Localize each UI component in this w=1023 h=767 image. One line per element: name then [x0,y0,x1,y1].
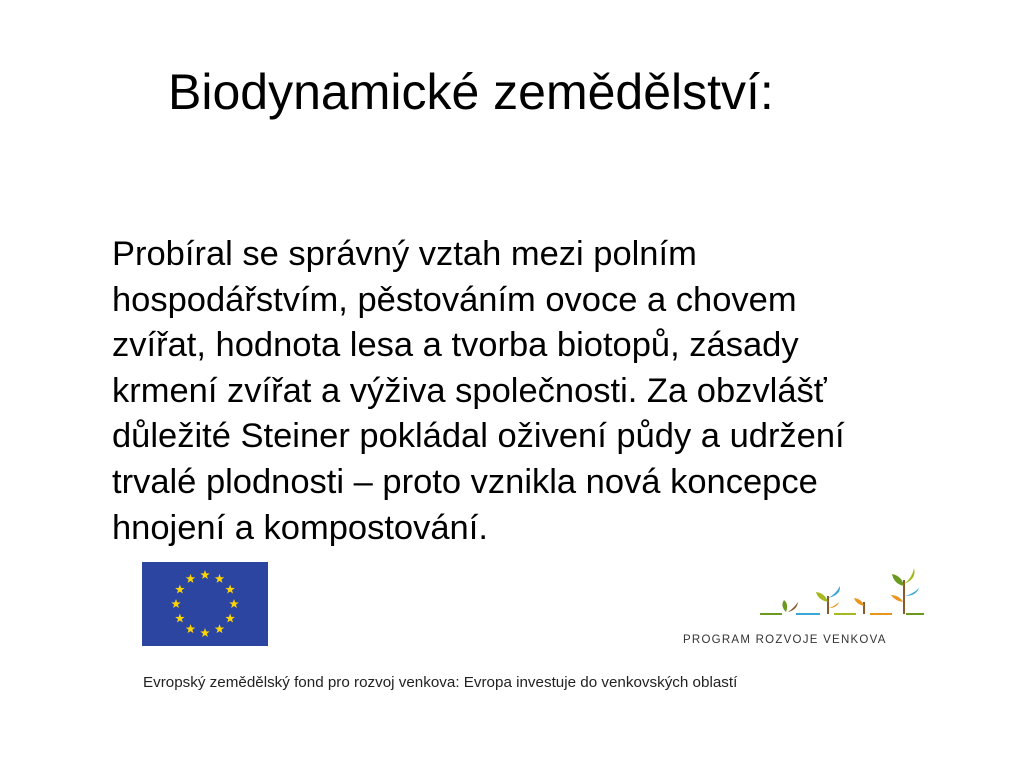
slide-body-paragraph [112,232,1017,551]
logo-leaf [829,602,839,608]
body-line: důležité Steiner pokládal oživení půdy a udržení [112,417,845,456]
logo-leaf [816,592,828,602]
program-rozvoje-venkova-logo-icon [758,562,926,620]
logo-leaf [891,595,903,602]
footer-note: Evropský zemědělský fond pro rozvoj venkova: Evropa investuje do venkovských oblastí [143,674,738,691]
body-line: zvířat, hodnota lesa a tvorba biotopů, zásady [112,326,799,365]
eu-flag-icon [142,562,268,646]
body-line: hospodářstvím, pěstováním ovoce a chovem [112,280,797,319]
logo-leaf [782,600,787,612]
logo-leaf [854,598,864,606]
logo-leaf [904,568,915,584]
logo-leaf [788,602,798,612]
body-line: trvalé plodnosti – proto vznikla nová koncepce [112,462,818,501]
logo-leaf [892,574,904,586]
logo-leaf [905,588,919,596]
program-caption: PROGRAM ROZVOJE VENKOVA [683,634,887,646]
body-line: krmení zvířat a výživa společnosti. Za obzvlášť [112,371,827,410]
logo-leaf [828,586,840,598]
slide-title: Biodynamické zemědělství: [168,64,774,120]
body-line: hnojení a kompostování. [112,508,488,547]
body-line: Probíral se správný vztah mezi polním [112,235,697,273]
